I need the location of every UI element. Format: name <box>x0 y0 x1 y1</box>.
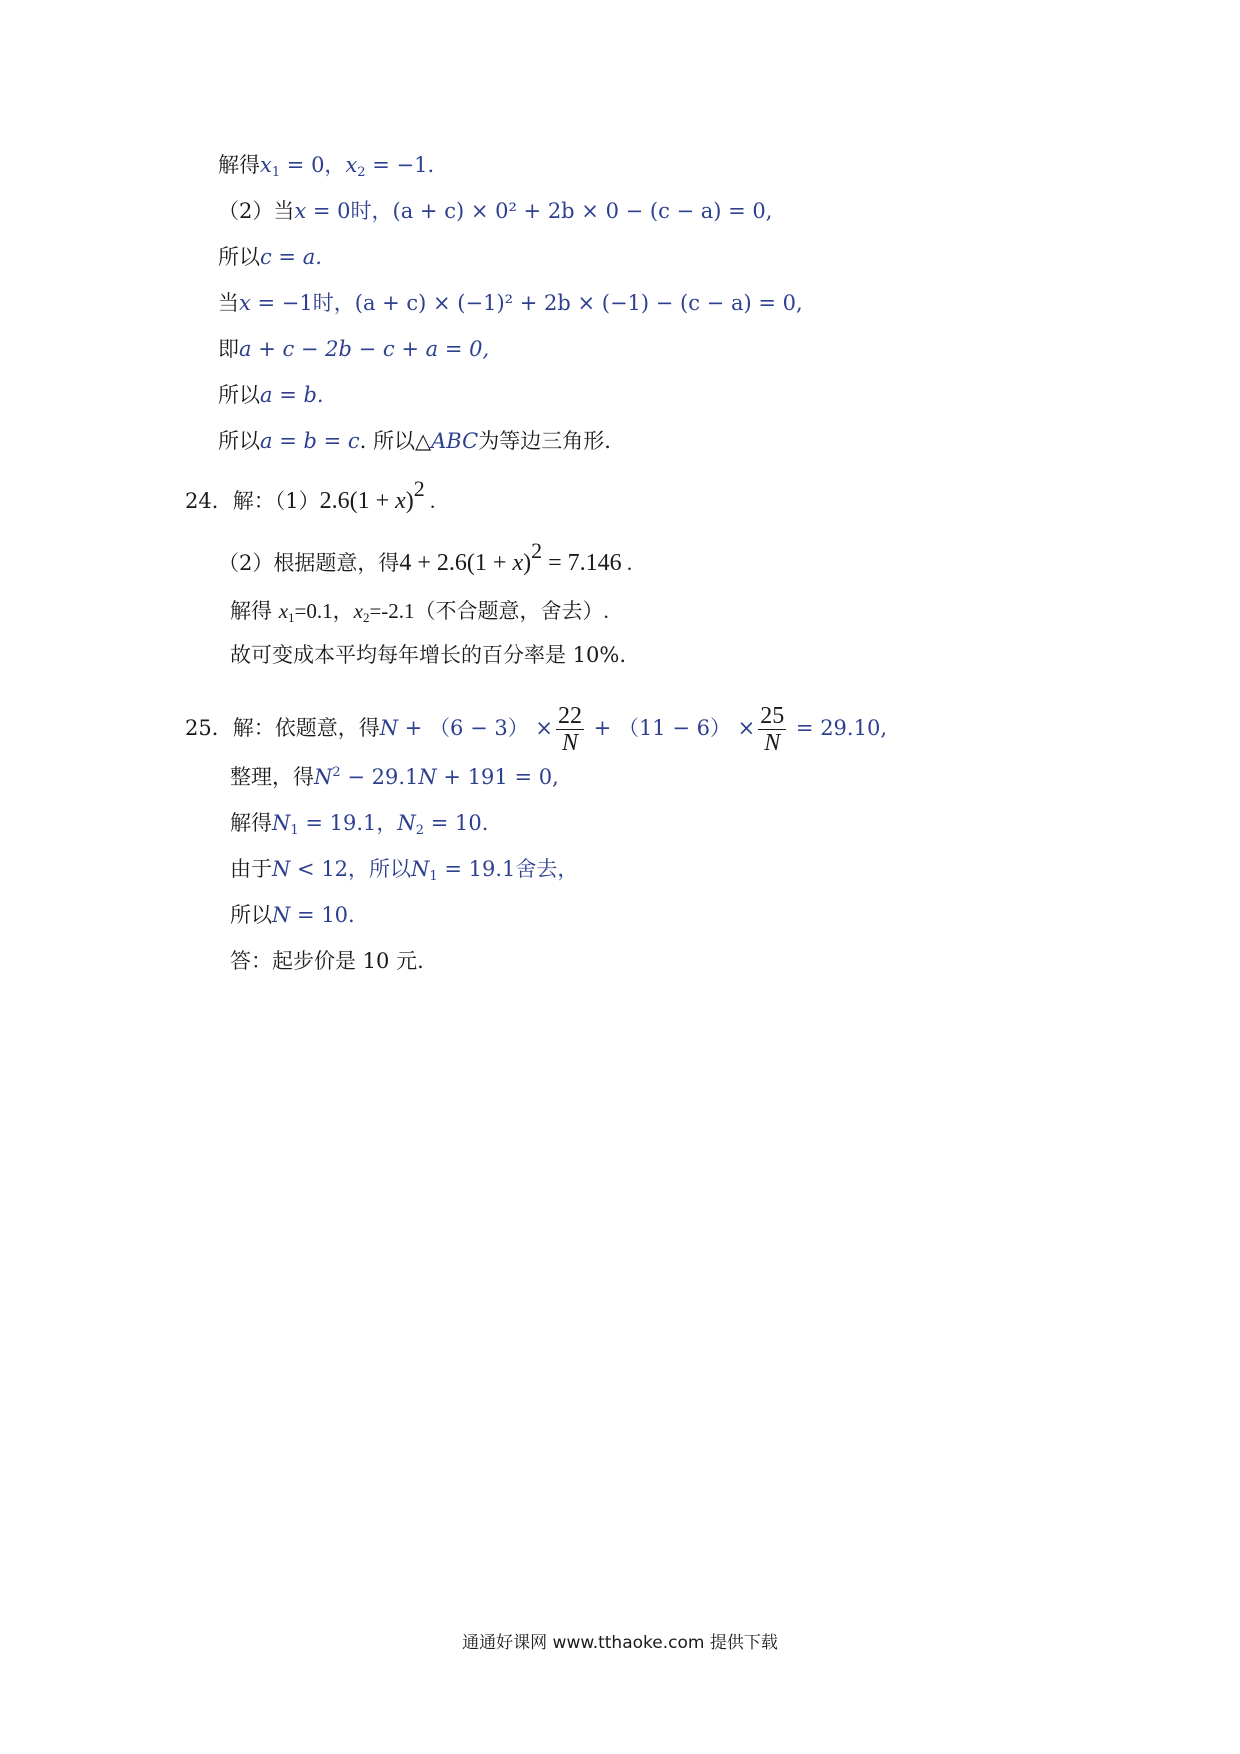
paren: ) <box>523 550 532 576</box>
equation: c = a. <box>260 245 322 269</box>
equation: (a + c) × 0² + 2b × 0 − (c − a) = 0, <box>392 199 773 223</box>
period: . <box>621 551 633 575</box>
value-1: =0.1， <box>294 599 354 623</box>
reject-text: = 19.1舍去， <box>437 857 579 881</box>
var-n: N <box>418 765 437 789</box>
solution-line-x0 <box>218 196 772 226</box>
text: 当 <box>218 291 239 315</box>
sub-2: 2 <box>362 610 370 625</box>
var-x2: x <box>353 599 363 623</box>
var-n: N <box>272 903 291 927</box>
fraction-25-over-n <box>758 703 786 756</box>
term-1: + （6 − 3） × <box>398 716 553 740</box>
q25-simplify <box>230 762 559 792</box>
question-label: 25．解：依题意，得 <box>185 716 380 740</box>
page-footer: 通通好课网 www.tthaoke.com 提供下载 <box>462 1633 778 1653</box>
sub-2: 2 <box>357 165 366 180</box>
text: 所以 <box>218 383 260 407</box>
condition: = 0时， <box>306 199 393 223</box>
fraction-22-over-n <box>556 703 584 756</box>
var-n: N <box>379 716 399 740</box>
equation: a = b = c <box>260 429 360 453</box>
numerator: 22 <box>558 703 582 729</box>
solution-line-equilateral <box>218 426 611 456</box>
equation: a + c − 2b − c + a = 0, <box>239 337 490 361</box>
exponent: 2 <box>332 765 341 780</box>
value-2: =-2.1（不合题意，舍去）. <box>369 599 609 623</box>
sub-1: 1 <box>290 823 299 838</box>
triangle-name: ABC <box>431 429 479 453</box>
text: 解得 <box>230 599 279 623</box>
expression: 2.6(1 + <box>319 488 396 514</box>
equation-result: = 7.146 <box>542 550 622 576</box>
var-x: x <box>395 488 406 514</box>
var-x1: x <box>260 153 272 177</box>
solution-line-a-eq-b <box>218 380 324 410</box>
period: . <box>424 489 436 513</box>
var-x2: x <box>345 153 358 177</box>
value-1: = 0， <box>280 153 346 177</box>
condition: < 12，所以 <box>290 857 412 881</box>
var-n: N <box>272 857 291 881</box>
text: 解得 <box>218 153 260 177</box>
exponent: 2 <box>413 476 425 501</box>
text: 整理，得 <box>230 765 314 789</box>
text: 所以 <box>230 903 272 927</box>
q24-solve <box>230 596 609 626</box>
var-n2: N <box>397 811 416 835</box>
value-2: = −1. <box>365 153 435 177</box>
solution-line-simplify <box>218 334 489 364</box>
term: + 191 = 0, <box>436 765 559 789</box>
equation: a = b. <box>260 383 324 407</box>
text: 即 <box>218 337 239 361</box>
result: = 29.10, <box>789 716 887 740</box>
exponent: 2 <box>531 538 543 563</box>
sub-2: 2 <box>415 823 425 838</box>
var-x1: x <box>278 599 289 623</box>
q25-equation <box>185 696 887 760</box>
value-1: = 19.1， <box>298 811 398 835</box>
numerator: 25 <box>760 703 785 729</box>
var-n1: N <box>411 857 430 881</box>
var-n1: N <box>272 811 291 835</box>
var-n: N <box>314 765 333 789</box>
sub-1: 1 <box>271 165 281 180</box>
text: 所以 <box>218 245 260 269</box>
text: 为等边三角形. <box>478 429 611 453</box>
var-x: x <box>239 291 251 315</box>
equation: (a + c) × (−1)² + 2b × (−1) − (c − a) = 0, <box>354 291 803 315</box>
text: . 所以△ <box>359 429 432 453</box>
q25-reject <box>230 854 578 884</box>
answer-text: 答：起步价是 10 元. <box>230 949 424 973</box>
q25-result <box>230 900 355 930</box>
q24-part2 <box>218 538 633 578</box>
var-x: x <box>512 550 524 576</box>
text: 所以 <box>218 429 260 453</box>
text: 解得 <box>230 811 272 835</box>
term: − 29.1 <box>340 765 419 789</box>
var-x: x <box>294 199 307 223</box>
q24-conclusion <box>230 640 626 670</box>
q25-answer <box>230 946 424 976</box>
text: （2）根据题意，得 <box>218 551 400 575</box>
sub-1: 1 <box>288 610 295 625</box>
question-label: 24．解：（1） <box>185 489 320 513</box>
denominator: N <box>561 730 578 756</box>
denominator: N <box>764 730 781 756</box>
expression: 4 + 2.6(1 + <box>399 550 513 576</box>
condition: = −1时， <box>250 291 355 315</box>
conclusion-text: 故可变成本平均每年增长的百分率是 10%. <box>230 643 627 667</box>
solution-line-roots <box>218 150 434 180</box>
term-2: + （11 − 6） × <box>587 716 756 740</box>
solution-line-x-neg1 <box>218 288 803 318</box>
value: = 10. <box>290 903 355 927</box>
q25-solutions <box>230 808 488 838</box>
text: 由于 <box>230 857 272 881</box>
value-2: = 10. <box>424 811 489 835</box>
solution-line-c-eq-a <box>218 242 322 272</box>
text: （2）当 <box>218 199 295 223</box>
sub-1: 1 <box>429 869 438 884</box>
paren: ) <box>405 488 414 514</box>
q24-part1 <box>185 476 436 516</box>
